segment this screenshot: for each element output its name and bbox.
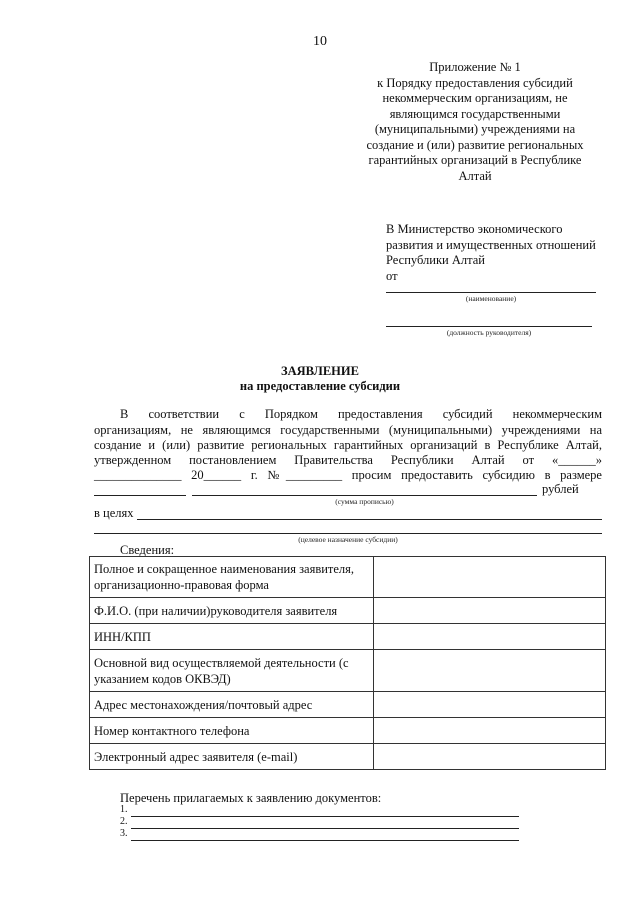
appendix-line: являющимся государственными <box>389 106 561 121</box>
purpose-line-1[interactable] <box>137 519 602 520</box>
appendix-line: Приложение № 1 <box>429 60 521 74</box>
body-line-5: ______________ 20______ г. №_________ просим предоставить субсидию в размере <box>94 468 602 482</box>
row-label-head-name: Ф.И.О. (при наличии)руководителя заявителя <box>90 598 374 624</box>
body-line-2: организациям, не являющимся государственными (муниципальными) учреждениями на <box>94 423 602 437</box>
row-label-full-name: Полное и сокращенное наименования заявителя, организационно-правовая форма <box>90 557 374 598</box>
document-item-number: 1. <box>120 804 128 815</box>
appendix-line: некоммерческим организациям, не <box>382 91 568 105</box>
document-title: ЗАЯВЛЕНИЕ <box>281 364 359 378</box>
applicant-name-line[interactable] <box>386 292 596 293</box>
page-number: 10 <box>313 34 327 49</box>
row-value-address[interactable] <box>374 692 606 718</box>
appendix-line: гарантийных организаций в Республике <box>368 153 582 167</box>
info-heading: Сведения: <box>120 543 175 557</box>
recipient-block <box>386 222 608 284</box>
row-label-inn-kpp: ИНН/КПП <box>90 624 374 650</box>
document-line-2[interactable] <box>131 828 519 829</box>
body-line-3: создание и (или) развитие региональных гарантийных организаций в Республике Алтай, <box>94 438 602 452</box>
document-subtitle: на предоставление субсидии <box>239 379 401 393</box>
row-value-phone[interactable] <box>374 718 606 744</box>
row-label-address: Адрес местонахождения/почтовый адрес <box>90 692 374 718</box>
row-label-activity: Основной вид осуществляемой деятельности (с указанием кодов ОКВЭД) <box>90 650 374 692</box>
row-label-email: Электронный адрес заявителя (e-mail) <box>90 744 374 770</box>
recipient-line: В Министерство экономического <box>386 222 563 236</box>
purpose-label: в целях <box>94 506 134 520</box>
row-value-activity[interactable] <box>374 650 606 692</box>
recipient-line: Республики Алтай <box>386 253 485 267</box>
table-row <box>90 650 606 692</box>
table-row <box>90 692 606 718</box>
caption-position: (должность руководителя) <box>446 328 532 337</box>
table-row <box>90 598 606 624</box>
appendix-line: создание и (или) развитие региональных <box>366 137 584 152</box>
row-value-email[interactable] <box>374 744 606 770</box>
table-row <box>90 557 606 598</box>
document-item-number: 3. <box>120 828 128 839</box>
document-line-3[interactable] <box>131 840 519 841</box>
document-item-number: 2. <box>120 816 128 827</box>
body-line-1: В соответствии с Порядком предоставления субсидий некоммерческим <box>120 407 602 421</box>
row-value-inn-kpp[interactable] <box>374 624 606 650</box>
recipient-line: от <box>386 268 398 283</box>
info-table <box>89 556 606 770</box>
documents-heading: Перечень прилагаемых к заявлению документов: <box>120 791 382 805</box>
appendix-line: к Порядку предоставления субсидий <box>377 75 573 90</box>
head-position-line[interactable] <box>386 326 592 327</box>
caption-amount: (сумма прописью) <box>335 497 394 506</box>
document-line-1[interactable] <box>131 816 519 817</box>
table-row <box>90 718 606 744</box>
rubles-label: рублей <box>542 482 579 496</box>
appendix-block <box>360 60 590 184</box>
body-line-4: утвержденном постановлением Правительства Республики Алтай от «______» <box>94 453 602 467</box>
purpose-line-2[interactable] <box>94 533 602 534</box>
row-value-full-name[interactable] <box>374 557 606 598</box>
caption-purpose: (целевое назначение субсидии) <box>298 535 398 544</box>
appendix-line: Алтай <box>458 168 492 183</box>
appendix-line: (муниципальными) учреждениями на <box>374 122 576 136</box>
amount-number-line[interactable] <box>94 495 186 496</box>
table-row <box>90 744 606 770</box>
table-row <box>90 624 606 650</box>
row-value-head-name[interactable] <box>374 598 606 624</box>
row-label-phone: Номер контактного телефона <box>90 718 374 744</box>
amount-words-line[interactable] <box>192 495 537 496</box>
caption-name: (наименование) <box>465 294 517 303</box>
recipient-line: развития и имущественных отношений <box>386 237 596 252</box>
